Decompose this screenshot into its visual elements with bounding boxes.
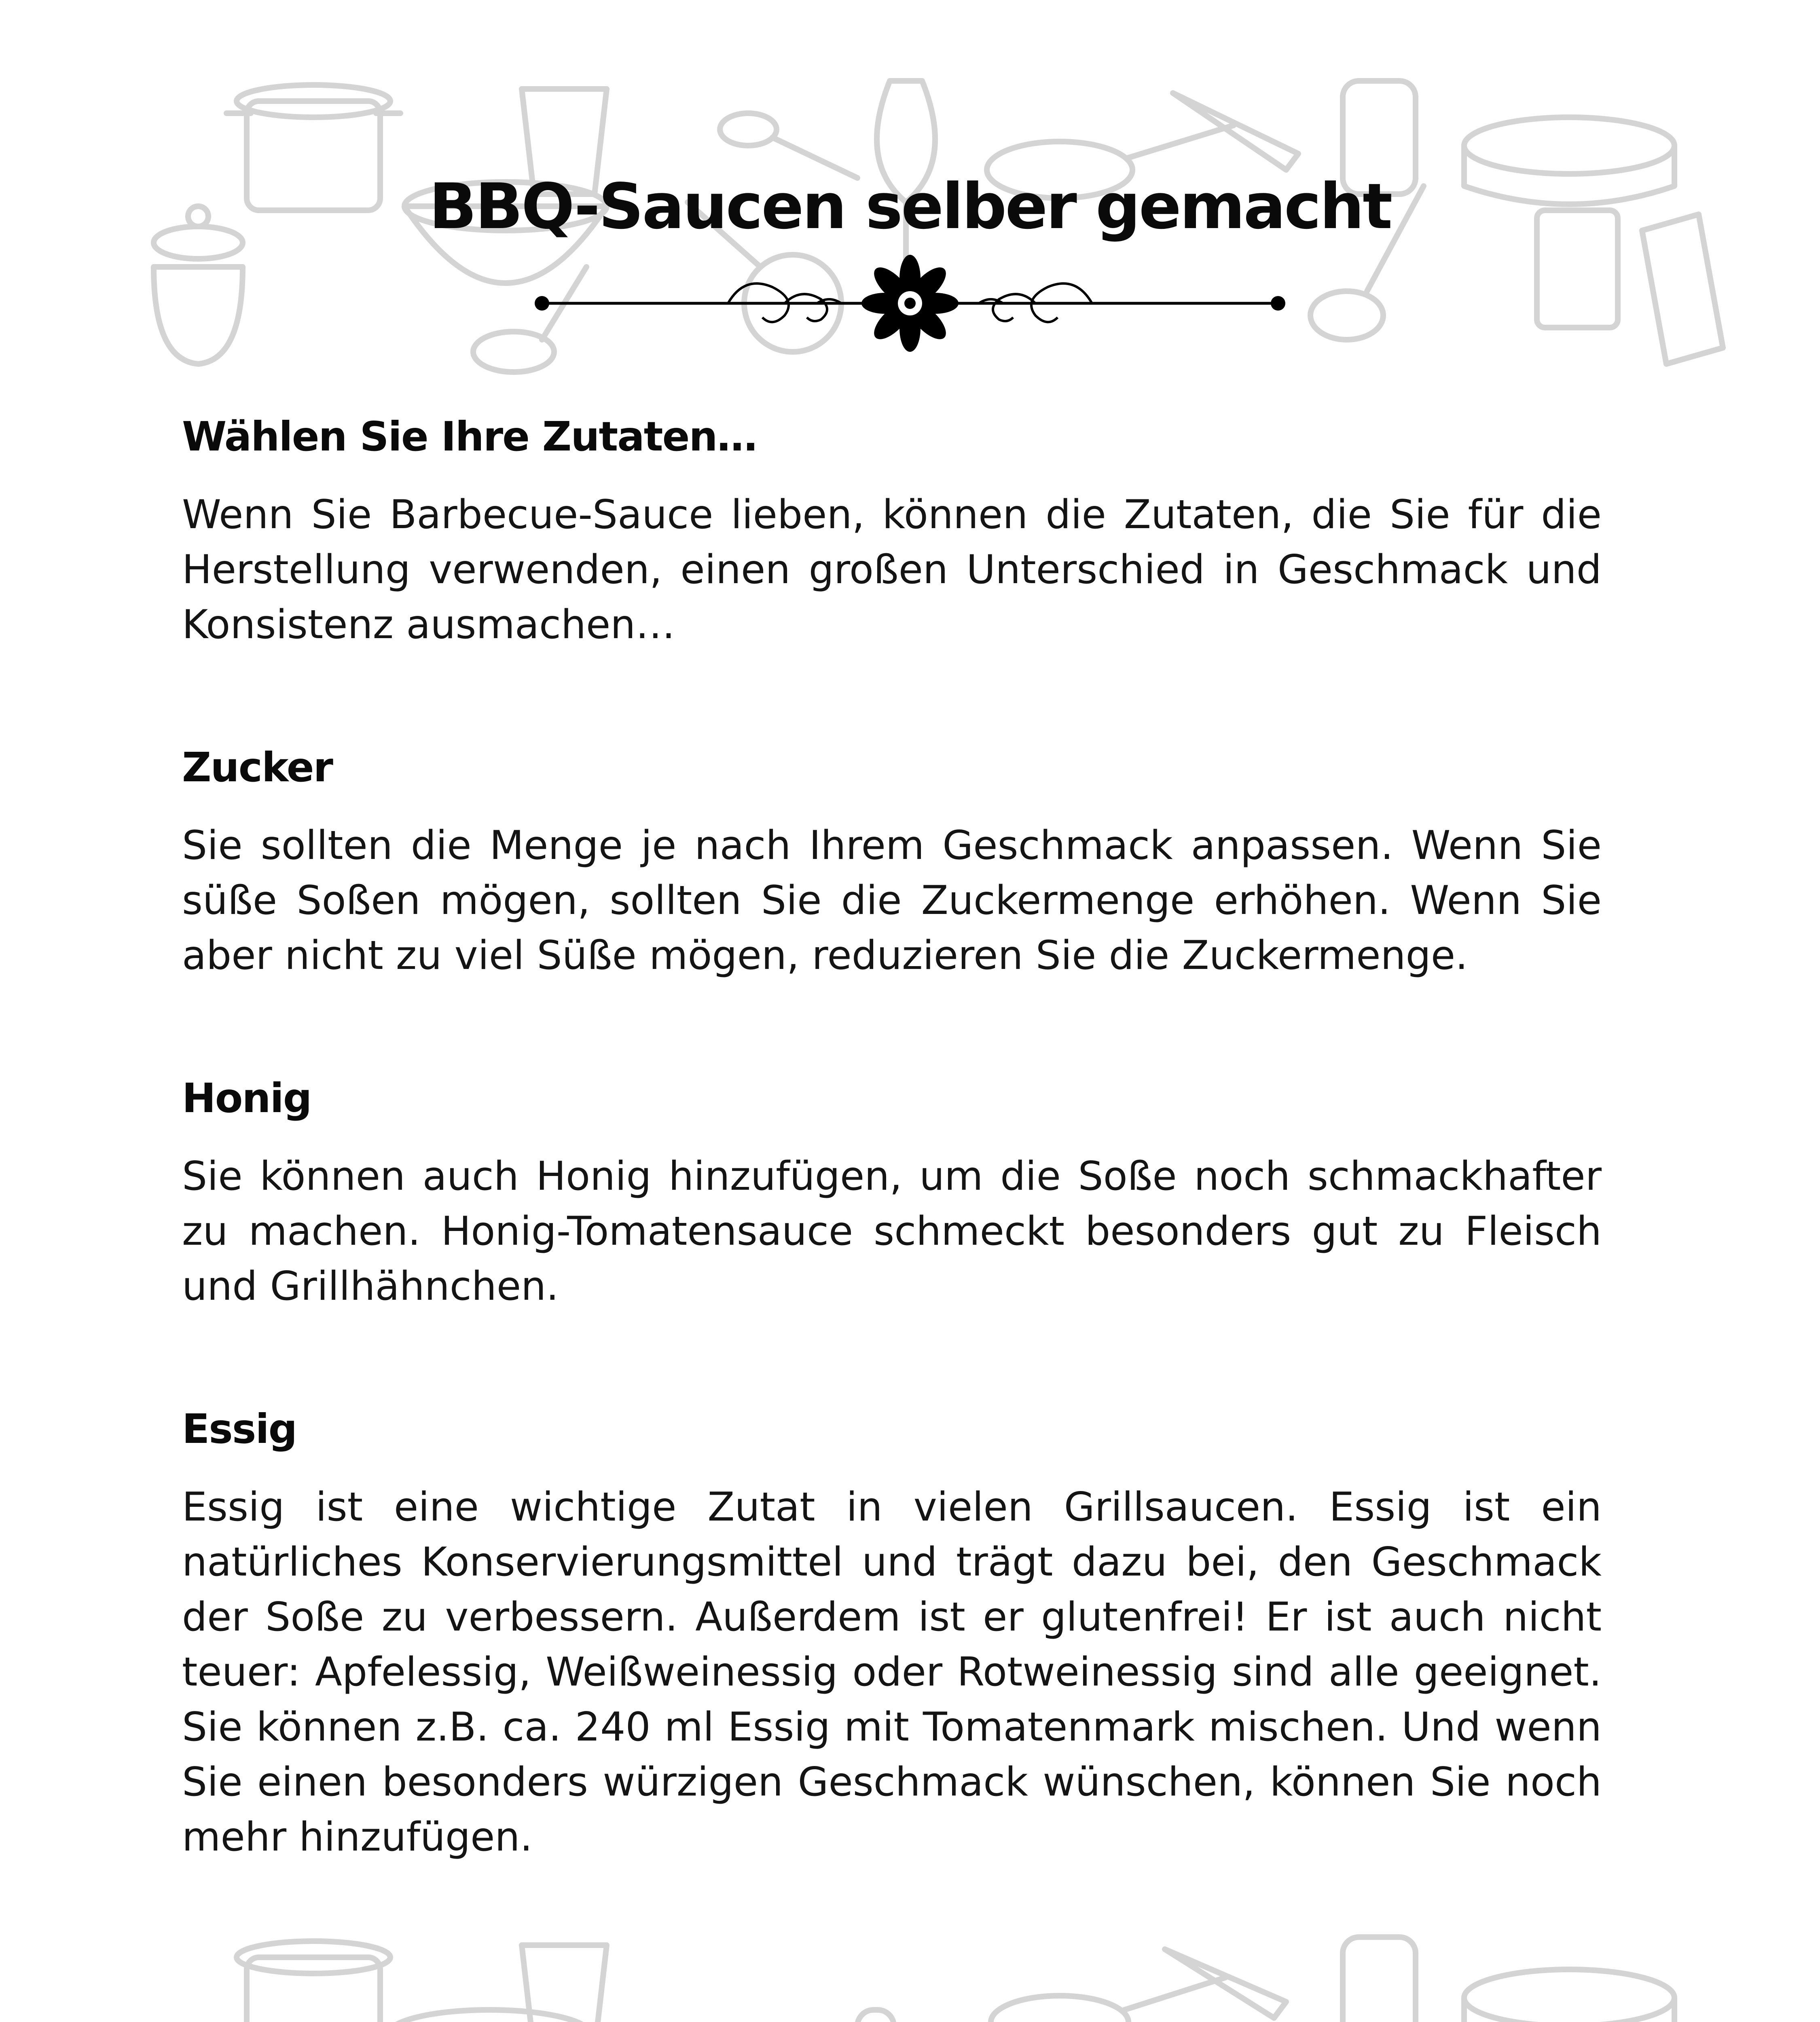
section-heading-essig: Essig: [182, 1405, 297, 1453]
section-text-zucker: Sie sollten die Menge je nach Ihrem Geschmack anpassen. Wenn Sie süße Soßen mögen, sollten Sie die Zuckermenge erhöhen. Wenn Sie aber nicht zu viel Süße mögen, reduzieren Sie die Zuckermenge.: [182, 823, 1602, 979]
section-heading-honig: Honig: [182, 1074, 311, 1122]
section-heading-zucker: Zucker: [182, 744, 332, 791]
section-text-essig: Essig ist eine wichtige Zutat in vielen Grillsaucen. Essig ist ein natürliches Konservierungsmittel und trägt dazu bei, den Geschmack der Soße zu verbessern. Außerdem ist er glutenfrei! Er ist auch nicht teuer: Apfelessig, Weißweinessig oder Rotweinessig sind alle geeignet. Sie können z.B. ca. 240 ml Essig mit Tomatenmark mischen. Und wenn Sie einen besonders würzigen Geschmack wünschen, können Sie noch mehr hinzufügen.: [182, 1484, 1602, 1860]
cooking-pot-icon: [237, 1941, 390, 2022]
bowl-icon: [388, 2010, 1399, 2022]
flower-icon: [861, 255, 959, 352]
rolling-pin-icon: [857, 2010, 894, 2022]
section-text-honig: Sie können auch Honig hinzufügen, um die Soße noch schmackhafter zu machen. Honig-Tomatensauce schmeckt besonders gut zu Fleisch und Grillhähnchen.: [182, 1153, 1602, 1309]
section-text-zutaten: Wenn Sie Barbecue-Sauce lieben, können die Zutaten, die Sie für die Herstellung verwenden, einen großen Unterschied in Geschmack und Konsistenz ausmachen…: [182, 492, 1602, 648]
spoon-icon: [720, 113, 857, 178]
knife-icon: [1165, 1949, 1286, 2018]
title-divider-ornament: [526, 255, 1294, 352]
cake-tin-icon: [1464, 1969, 1674, 2022]
knife-icon: [1173, 93, 1298, 170]
glass-icon: [522, 1945, 607, 2022]
jug-icon: [1343, 1937, 1416, 2022]
page-title: BBQ-Saucen selber gemacht: [429, 170, 1391, 243]
article-body: [182, 406, 1602, 1950]
section-heading-zutaten: Wählen Sie Ihre Zutaten…: [182, 413, 757, 460]
frying-pan-icon: [991, 1978, 1225, 2022]
